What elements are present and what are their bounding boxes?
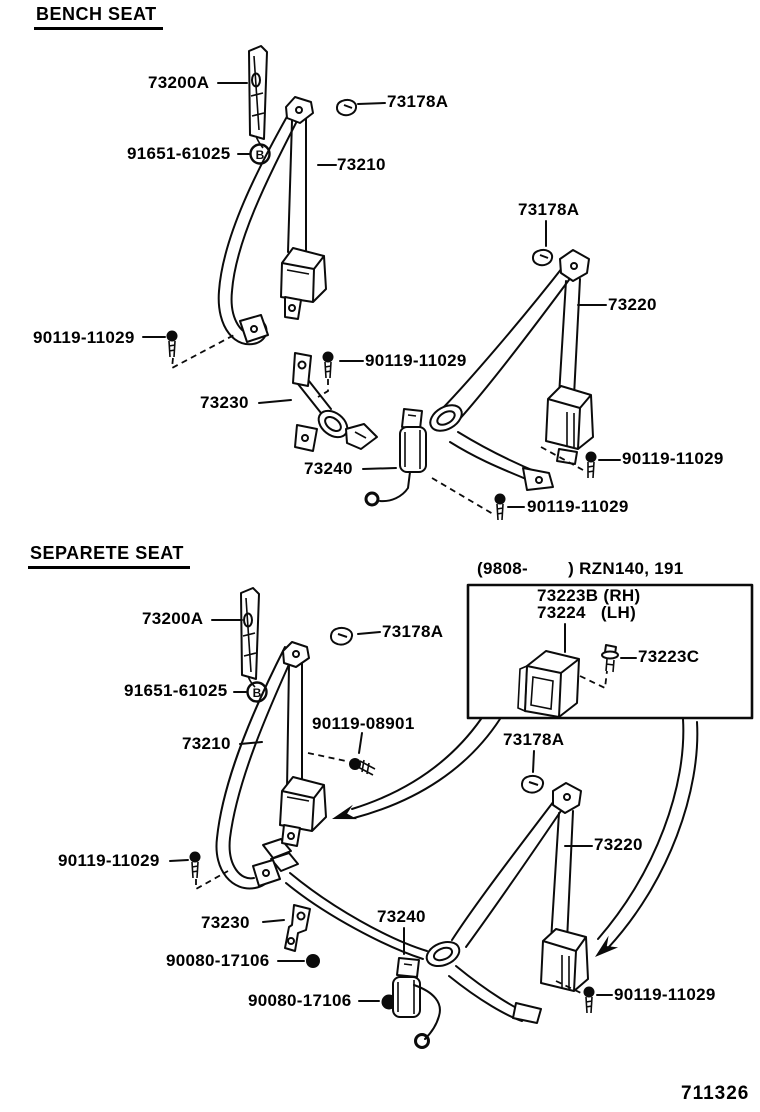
label-separate-73210: 73210 [182,734,231,753]
variant-note: (9808- ) RZN140, 191 [477,559,684,578]
bolt-symbol-letter: B [252,686,262,700]
bench-73200a-hanger-bracket [249,46,267,148]
belt-retractor [281,248,326,302]
label-bench-90119-mid: 90119-11029 [365,351,467,370]
label-separate-90119-left: 90119-11029 [58,851,160,870]
label-bench-73178a-top: 73178A [387,92,449,111]
separate-bolt-90119-08901 [308,733,375,775]
separate-90080-nut-upper [306,954,320,968]
bench-seat-heading: BENCH SEAT [34,4,163,30]
arrowhead [590,936,618,963]
separate-73200a-hanger-bracket [241,588,259,687]
separate-73178a-clip-top [331,628,352,645]
label-separate-91651: 91651-61025 [124,681,228,700]
belt-retractor [541,929,588,991]
label-bench-90119-bottom: 90119-11029 [527,497,629,516]
bench-73178a-clip-right [533,250,552,265]
label-separate-73230: 73230 [201,913,250,932]
figure-number: 711326 [681,1083,750,1104]
label-bench-73200a: 73200A [148,73,210,92]
label-inset-73223c: 73223C [638,647,700,666]
bench-73220-belt-assembly [426,250,593,490]
separate-seat-heading: SEPARETE SEAT [28,543,190,569]
bench-bolt-90119-mid [323,352,334,379]
belt-top-anchor [560,250,589,281]
belt-top-anchor [283,642,309,667]
belt-adjuster [426,400,466,436]
separate-73220-belt-assembly [423,783,588,1023]
label-separate-73178a-right: 73178A [503,730,565,749]
label-separate-73178a-top: 73178A [382,622,444,641]
label-separate-90119-08901: 90119-08901 [312,714,415,733]
belt-retractor [280,777,326,831]
label-bench-73210: 73210 [337,155,386,174]
bench-bolt-90119-bottom [495,494,506,521]
separate-73178a-clip-right [522,776,543,793]
label-inset-73224: 73224 (LH) [537,603,637,622]
bench-seat-diagram [143,46,620,520]
bench-bolt-90119-right [586,452,597,479]
separate-bolt-90119-right [584,987,595,1014]
anchor-ring [366,493,378,505]
separate-dashed-lines [196,871,581,993]
label-separate-73220: 73220 [594,835,643,854]
label-bench-73230: 73230 [200,393,249,412]
label-inset-73223b: 73223B (RH) [537,586,641,605]
label-bench-90119-right: 90119-11029 [622,449,724,468]
label-separate-73240: 73240 [377,907,426,926]
belt-top-anchor [553,783,581,813]
label-bench-90119-left: 90119-11029 [33,328,135,347]
separate-73230-bracket [285,905,310,951]
bench-73178a-clip-top [337,100,356,115]
bolt-symbol-letter: B [255,148,265,162]
bench-73240-buckle [366,409,426,505]
bench-bolt-90119-left [167,331,178,358]
belt-top-anchor [286,97,313,123]
label-separate-73200a: 73200A [142,609,204,628]
retractor-bracket [285,297,301,319]
label-bench-73220: 73220 [608,295,657,314]
label-bench-73240: 73240 [304,459,353,478]
label-bench-73178a-right: 73178A [518,200,580,219]
separate-bolt-90119-left [190,852,201,879]
label-bench-91651: 91651-61025 [127,144,231,163]
label-separate-90119-right: 90119-11029 [614,985,716,1004]
anchor-ring [416,1035,429,1048]
belt-retractor [546,386,593,449]
bench-73210-belt-assembly [219,97,326,344]
separate-73240-buckle [393,958,440,1048]
belt-tongue [346,424,377,449]
locator-arrow-left [330,719,500,826]
label-separate-90080-upper: 90080-17106 [166,951,270,970]
label-separate-90080-lower: 90080-17106 [248,991,352,1010]
belt-end-plate [523,468,553,490]
